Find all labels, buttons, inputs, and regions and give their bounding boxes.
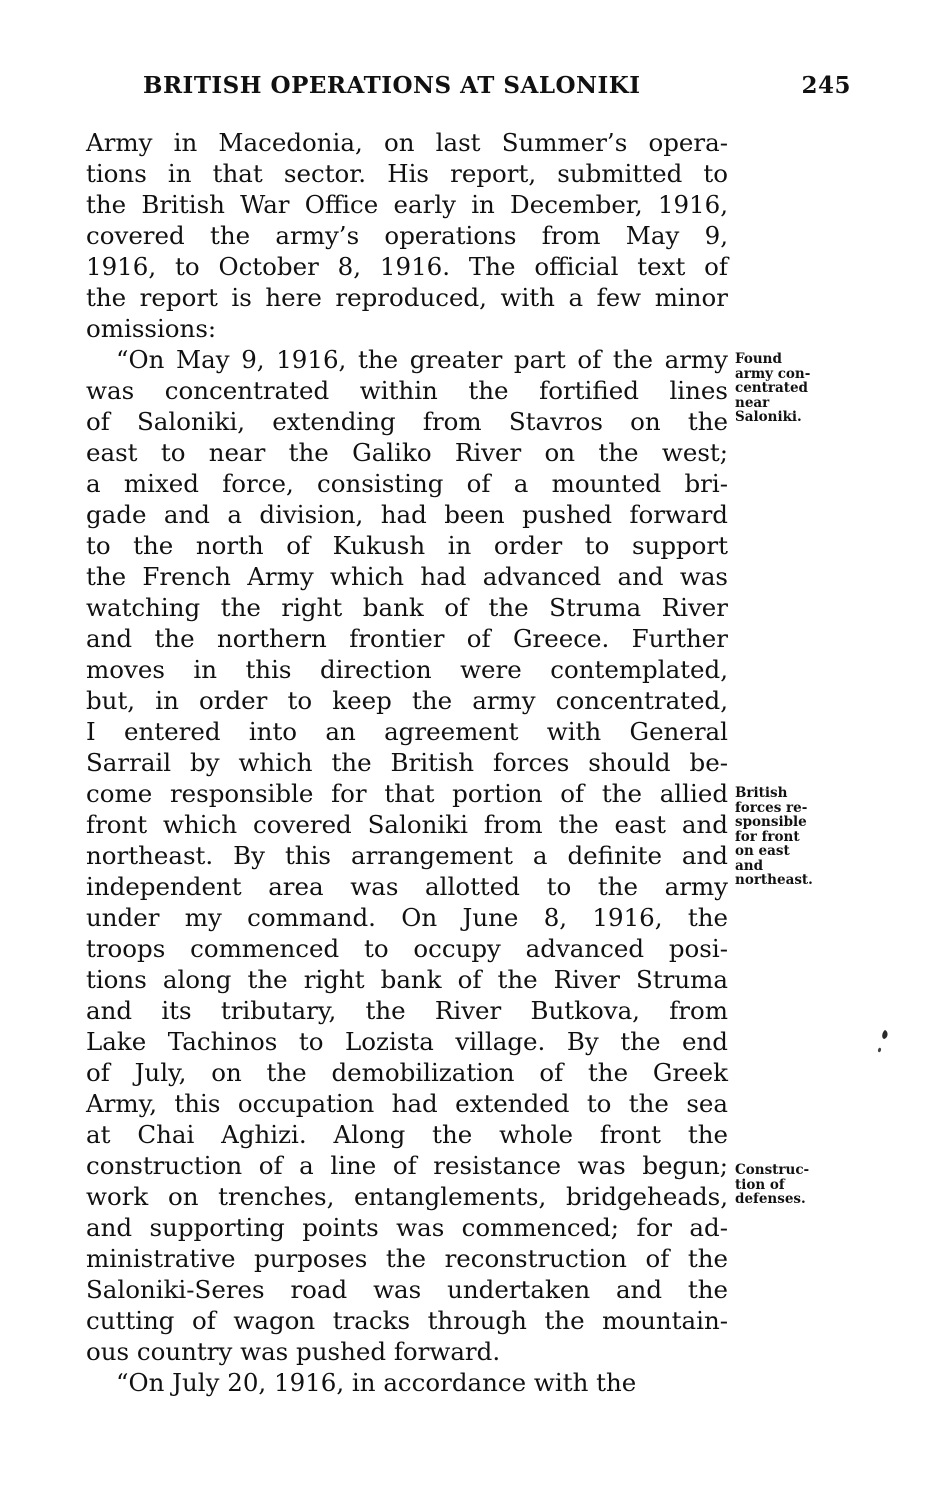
page-number: 245 — [801, 72, 851, 99]
text-line: 1916, to October 8, 1916. The official text of — [86, 252, 728, 281]
text-line: northeast. By this arrangement a definite and — [86, 841, 728, 870]
text-line: the report is here reproduced, with a few minor — [86, 283, 728, 312]
text-line: Saloniki-Seres road was undertaken and the — [86, 1275, 728, 1304]
text-line: independent area was allotted to the army — [86, 872, 728, 901]
text-line: gade and a division, had been pushed forward — [86, 500, 728, 529]
text-line: of Saloniki, extending from Stavros on the — [86, 407, 728, 436]
sidenote-line: on east — [735, 843, 790, 859]
text-line: front which covered Saloniki from the east and — [86, 810, 728, 839]
sidenote-line: northeast. — [735, 872, 813, 888]
text-line: troops commenced to occupy advanced posi- — [86, 934, 728, 963]
sidenote-line: centrated — [735, 380, 808, 396]
text-line: but, in order to keep the army concentrated, — [86, 686, 728, 715]
sidenote-line: defenses. — [735, 1191, 806, 1207]
sidenote-line: British — [735, 785, 788, 801]
text-line: cutting of wagon tracks through the mountain- — [86, 1306, 728, 1335]
sidenote-line: tion of — [735, 1176, 785, 1193]
sidenote-found-army-concentrated — [735, 352, 810, 425]
text-line: to the north of Kukush in order to support — [86, 531, 728, 560]
text-line: the British War Office early in December, 1916, — [86, 190, 728, 219]
sidenote-line: and — [735, 857, 764, 874]
sidenote-line: sponsible — [735, 814, 807, 830]
text-line: and supporting points was commenced; for ad- — [86, 1213, 728, 1242]
text-line: and the northern frontier of Greece. Further — [86, 624, 728, 653]
text-line: Lake Tachinos to Lozista village. By the end — [86, 1027, 728, 1056]
body-text — [86, 127, 728, 1398]
text-line: the French Army which had advanced and was — [86, 562, 728, 591]
text-line: moves in this direction were contemplated, — [86, 655, 728, 684]
text-line: under my command. On June 8, 1916, the — [86, 903, 728, 932]
text-line: Army, this occupation had extended to the sea — [86, 1089, 728, 1118]
text-line: at Chai Aghizi. Along the whole front the — [86, 1120, 728, 1149]
sidenote-line: army con- — [735, 365, 811, 382]
text-line: ministrative purposes the reconstruction of the — [86, 1244, 728, 1273]
text-line: I entered into an agreement with General — [86, 717, 728, 746]
text-line: and its tributary, the River Butkova, from — [86, 996, 728, 1025]
text-line: omissions: — [86, 314, 217, 343]
text-line: construction of a line of resistance was begun; — [86, 1151, 728, 1180]
running-title: BRITISH OPERATIONS AT SALONIKI — [143, 72, 641, 99]
text-line: east to near the Galiko River on the west; — [86, 438, 728, 467]
text-line: Sarrail by which the British forces should be- — [86, 748, 728, 777]
sidenote-line: for front — [735, 828, 800, 845]
text-line: of July, on the demobilization of the Greek — [86, 1058, 728, 1087]
sidenote-line: Found — [735, 351, 782, 367]
sidenote-line: Saloniki. — [735, 409, 802, 425]
text-line: tions in that sector. His report, submitted to — [86, 159, 728, 188]
text-line: work on trenches, entanglements, bridgeheads, — [86, 1182, 728, 1211]
sidenote-british-forces-responsible — [735, 786, 813, 888]
text-line: “On July 20, 1916, in accordance with the — [116, 1368, 637, 1397]
text-line: was concentrated within the fortified lines — [86, 376, 728, 405]
sidenote-line: Construc- — [735, 1162, 810, 1178]
ink-blot-mark — [873, 1026, 893, 1062]
page-header — [143, 72, 851, 104]
text-line: covered the army’s operations from May 9, — [86, 221, 728, 250]
text-line: a mixed force, consisting of a mounted bri- — [86, 469, 728, 498]
text-line: Army in Macedonia, on last Summer’s opera- — [86, 128, 728, 157]
text-line: “On May 9, 1916, the greater part of the army — [116, 345, 728, 374]
sidenote-construction-of-defenses — [735, 1163, 809, 1207]
text-line: come responsible for that portion of the allied — [86, 779, 728, 808]
text-line: watching the right bank of the Struma River — [86, 593, 728, 622]
text-line: ous country was pushed forward. — [86, 1337, 501, 1366]
text-line: tions along the right bank of the River Struma — [86, 965, 728, 994]
sidenote-line: forces re- — [735, 799, 808, 816]
sidenote-line: near — [735, 394, 770, 411]
